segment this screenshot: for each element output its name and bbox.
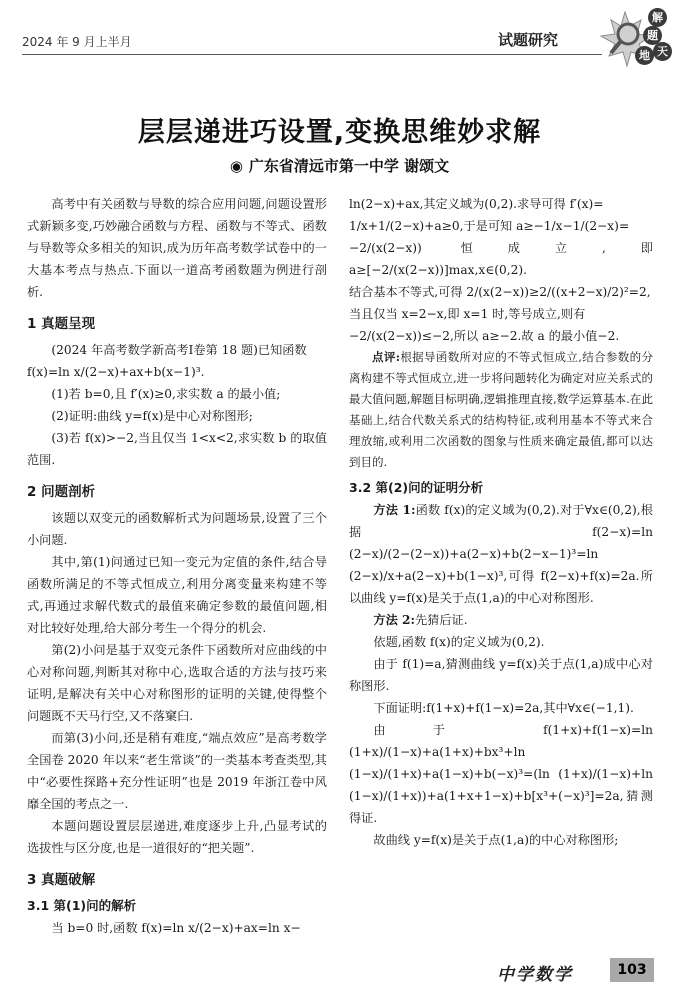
badge-char-1: 解: [648, 8, 667, 27]
badge-char-4: 地: [635, 46, 654, 65]
analysis-paragraph-1: 该题以双变元的函数解析式为问题场景,设置了三个小问题.: [27, 511, 327, 547]
maple-leaf-logo: [595, 6, 673, 68]
solution-line-6: −2/(x(2−x))≤−2,所以 a≥−2.故 a 的最小值−2.: [349, 329, 620, 343]
question-3: (3)若 f(x)>−2,当且仅当 1<x<2,求实数 b 的取值范围.: [27, 431, 327, 467]
method-2-guess: 由于 f(1)=a,猜测曲线 y=f(x)关于点(1,a)成中心对称图形.: [349, 657, 653, 693]
analysis-paragraph-2: 其中,第(1)问通过已知一变元为定值的条件,结合导函数所满足的不等式恒成立,利用分离变量来构建不等式,再通过求解代数式的最值来确定参数的最值问题,相对比较好处理,给大部分考生一个得分的机会.: [27, 555, 327, 635]
method-1-paragraph: [349, 499, 653, 609]
section-2-heading: 2 问题剖析: [27, 484, 96, 500]
byline-mark-icon: ◉: [229, 157, 243, 175]
section-title: 试题研究: [498, 31, 559, 49]
comment-label: 点评:: [372, 350, 400, 364]
method-2-domain: 依题,函数 f(x)的定义域为(0,2).: [373, 635, 545, 649]
author-byline: [0, 155, 679, 176]
section-1-heading: 1 真题呈现: [27, 316, 96, 332]
section-3-heading: 3 真题破解: [27, 872, 96, 888]
problem-intro: (2024 年高考数学新高考Ⅰ卷第 18 题)已知函数: [51, 343, 307, 357]
issue-date: 2024 年 9 月上半月: [22, 35, 132, 49]
article-title: 层层递进巧设置,变换思维妙求解: [137, 117, 542, 148]
subsection-3-2-heading: 3.2 第(2)问的证明分析: [349, 480, 484, 495]
journal-brand: 中学数学: [497, 965, 573, 985]
method-2-derivation: 由于 f(1+x)+f(1−x)=ln (1+x)/(1−x)+a(1+x)+bx³+ln (1−x)/(1+x)+a(1−x)+b(−x)³=(ln (1+x)/(1−x)+ln (1−x)/(1+x))+a(1+x+1−x)+b[x³+(−x)³]=2a,猜测得证.: [349, 723, 653, 825]
solution-line-2: 1/x+1/(2−x)+a≥0,于是可知 a≥−1/x−1/(2−x)=: [349, 219, 630, 233]
intro-paragraph: 高考中有关函数与导数的综合应用问题,问题设置形式新颖多变,巧妙融合函数与方程、函数与不等式、函数与导数等众多相关的知识,成为历年高考数学试卷中的一大基本考点与热点.下面以一道高考函数题为例进行剖析.: [27, 197, 327, 299]
method-2-proof-goal: 下面证明:f(1+x)+f(1−x)=2a,其中∀x∈(−1,1).: [373, 701, 634, 715]
right-column: [349, 193, 653, 851]
comment-text: 根据导函数所对应的不等式恒成立,结合参数的分离构建不等式恒成立,进一步将问题转化为确定对应关系式的最大值问题,解题目标明确,逻辑推理直接,数学运算基本.在此基础上,结合代数关系式的结构特征,或利用基本不等式来合理放缩,或利用二次函数的图象与性质来确定最值,都可以达到目的.: [349, 350, 653, 469]
author-name: 广东省清远市第一中学 谢颂文: [248, 157, 450, 175]
solution-1-start: 当 b=0 时,函数 f(x)=ln x/(2−x)+ax=ln x−: [51, 921, 301, 935]
method-2-paragraph: [349, 609, 653, 631]
method-1-label: 方法 1:: [373, 503, 416, 517]
header-rule: [22, 54, 602, 55]
question-1: (1)若 b=0,且 f′(x)≥0,求实数 a 的最小值;: [51, 387, 281, 401]
solution-line-1: ln(2−x)+ax,其定义域为(0,2).求导可得 f′(x)=: [349, 197, 604, 211]
solution-line-4: 结合基本不等式,可得 2/(x(2−x))≥2/((x+2−x)/2)²=2,: [349, 285, 651, 299]
comment-paragraph: [349, 347, 653, 473]
analysis-paragraph-4: 而第(3)小问,还是稍有难度,“端点效应”是高考数学全国卷 2020 年以来“老生常谈”的一类基本考查类型,其中“必要性探路+充分性证明”也是 2019 年浙江卷中风靡全国的考点之一.: [27, 731, 327, 811]
question-2: (2)证明:曲线 y=f(x)是中心对称图形;: [51, 409, 253, 423]
method-1-text: 函数 f(x)的定义域为(0,2).对于∀x∈(0,2),根据 f(2−x)=ln (2−x)/(2−(2−x))+a(2−x)+b(2−x−1)³=ln (2−x)/x+a(2−x)+b(1−x)³,可得 f(2−x)+f(x)=2a.所以曲线 y=f(x)是关于点(1,a)的中心对称图形.: [349, 503, 653, 605]
method-2-conclusion: 故曲线 y=f(x)是关于点(1,a)的中心对称图形;: [373, 833, 619, 847]
method-2-label: 方法 2:: [373, 613, 415, 627]
analysis-paragraph-5: 本题问题设置层层递进,难度逐步上升,凸显考试的选拔性与区分度,也是一道很好的“把关题”.: [27, 819, 327, 855]
subsection-3-1-heading: 3.1 第(1)问的解析: [27, 898, 137, 913]
solution-line-5: 当且仅当 x=2−x,即 x=1 时,等号成立,则有: [349, 307, 586, 321]
badge-char-3: 天: [653, 42, 672, 61]
left-column: [27, 193, 327, 939]
analysis-paragraph-3: 第(2)小问是基于双变元条件下函数所对应曲线的中心对称问题,判断其对称中心,选取合适的方法与技巧来证明,是解决有关中心对称图形的证明的关键,使得整个问题既不天马行空,又不落窠臼.: [27, 643, 327, 723]
problem-function: f(x)=ln x/(2−x)+ax+b(x−1)³.: [27, 365, 205, 379]
badge-char-2: 题: [643, 26, 662, 45]
method-2-text: 先猜后证.: [415, 613, 468, 627]
solution-line-3: −2/(x(2−x)) 恒成立,即 a≥[−2/(x(2−x))]max,x∈(0,2).: [349, 241, 653, 277]
page-number: 103: [610, 958, 654, 982]
